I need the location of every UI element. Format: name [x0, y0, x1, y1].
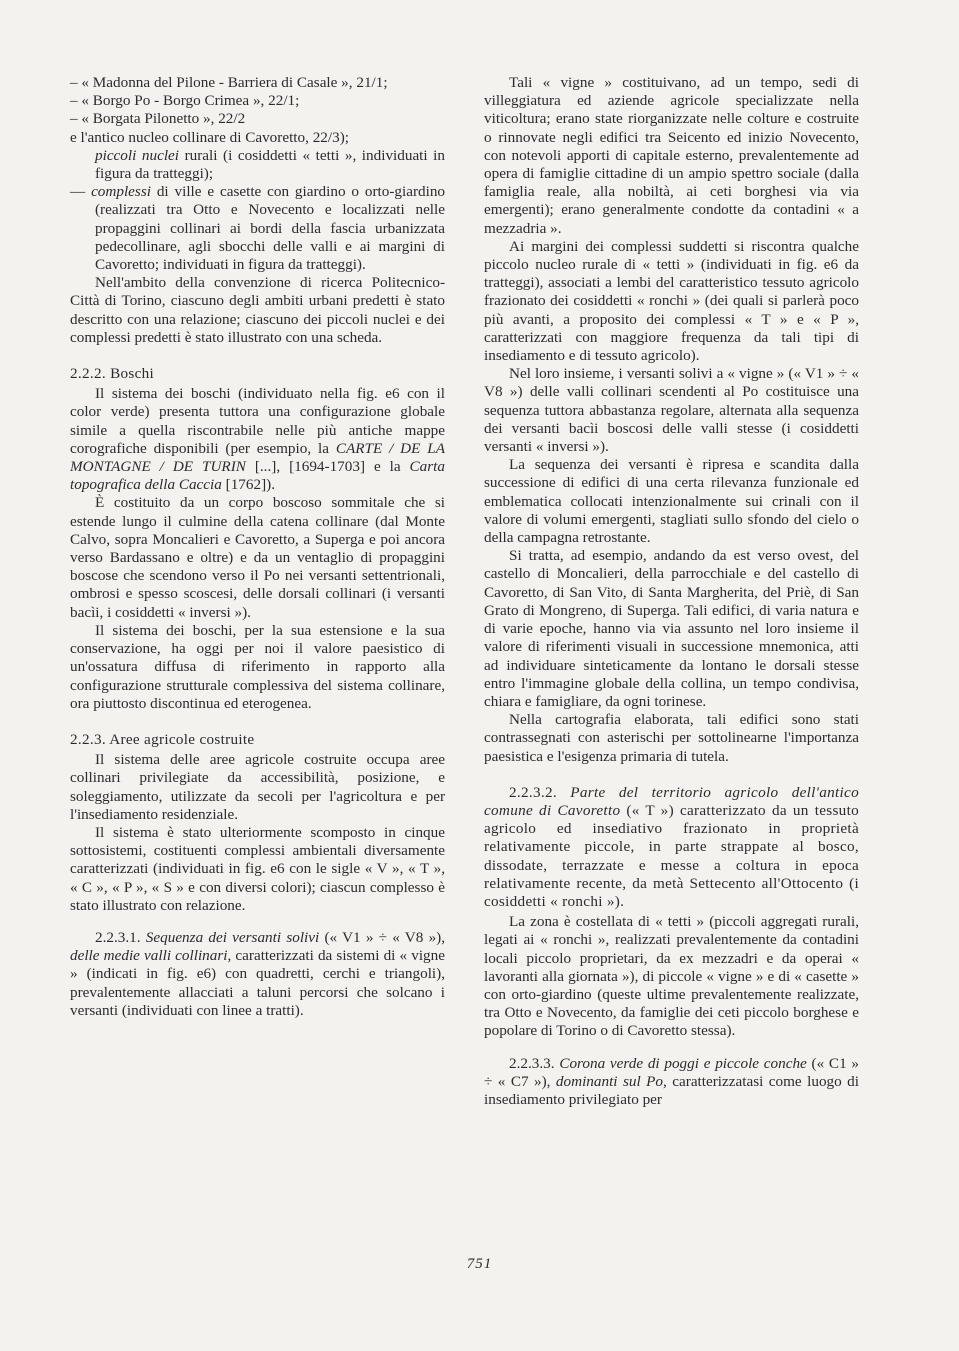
italic-term: complessi: [91, 183, 151, 201]
paragraph: Il sistema è stato ulteriormente scomposto in cinque sottosistemi, costituenti complessi ambientali diversamente caratterizzati (individuati in fig. e6 con le sigle « V », « T », « C », « P », « S » e con diversi colori); ciascun complesso è stato illustrato con relazione.: [70, 823, 445, 914]
section-heading-boschi: 2.2.2. Boschi: [70, 365, 155, 383]
italic-title: Carta topografica della Caccia: [70, 458, 445, 494]
italic-title: CARTE / DE LA MONTAGNE / DE TURIN: [70, 439, 445, 476]
subsection-number: 2.2.3.2.: [509, 783, 571, 801]
text-span: (« V1 » ÷ « V8 »),: [319, 928, 446, 946]
subsection-2233: [484, 1055, 859, 1110]
italic-title: Corona verde di poggi e piccole conche: [559, 1054, 807, 1072]
paragraph: Nel loro insieme, i versanti solivi a « vigne » (« V1 » ÷ « V8 ») delle valli collinari scendenti al Po costituisce una sequenza tuttora abbastanza regolare, alternata alla sequenza dei versanti bacìi boscosi delle valli stesse (i cosiddetti versanti « inversi »).: [484, 365, 859, 456]
list-item: – « Borgata Pilonetto », 22/2: [70, 110, 246, 128]
paragraph: Il sistema delle aree agricole costruite occupa aree collinari privilegiate da accessibilità, posizione, e soleggiamento, utilizzate da secoli per l'agricoltura e per l'insediamento residenziale.: [70, 751, 445, 823]
section-heading-aree-agricole: 2.2.3. Aree agricole costruite: [70, 730, 255, 748]
text-span: (« T ») caratterizzato da un tessuto agricolo ed insediativo frazionato in proprietà relativamente piccole, in parte strappate al bosco, dissodate, terrazzate e messe a coltura in epoca relativamente recente, da metà Settecento all'Ottocento (i cosiddetti « ronchi »).: [484, 801, 859, 910]
paragraph-piccoli-nuclei: [70, 147, 445, 183]
paragraph: È costituito da un corpo boscoso sommitale che si estende lungo il culmine della catena collinare (dal Monte Calvo, sopra Moncalieri e Cavoretto, a Superga e poi ancora verso Bardassano e oltre) e da un ventaglio di propaggini boscose che scendono verso il Po nei versanti settentrionali, ombrosi e spesso scoscesi, delle dorsali collinari (i versanti bacìi, i cosiddetti « inversi »).: [70, 494, 445, 621]
subsection-2231: [70, 929, 445, 1020]
paragraph: Tali « vigne » costituivano, ad un tempo, sedi di villeggiatura ed aziende agricole specializzate nella viticoltura; erano state riorganizzate nelle colture e costruite o rinnovate negli edifici tra Seicento ed inizio Novecento, con notevoli apporti di capitale esterno, prevalentemente ad opera di famiglie cittadine di un ampio spettro sociale (dalla famiglia reale, alla nobiltà, ai ceti borghesi via via emergenti); erano generalmente condotte da contadini « a mezzadria ».: [484, 74, 859, 237]
paragraph: Nell'ambito della convenzione di ricerca Politecnico-Città di Torino, ciascuno degli ambiti urbani predetti è stato descritto con una relazione; ciascuno dei piccoli nuclei e dei complessi predetti è stato illustrato con una scheda.: [70, 274, 445, 346]
subsection-number: 2.2.3.1.: [95, 928, 146, 946]
paragraph: [70, 385, 445, 494]
text-span: rurali (i cosiddetti « tetti », individuati in figura da tratteggi);: [95, 146, 445, 183]
paragraph: La sequenza dei versanti è ripresa e scandita dalla successione di edifici di una certa rilevanza funzionale ed emblematica collocati intenzionalmente sui crinali con il valore di volumi emergenti, stagliati sullo sfondo del cielo o della campagna retrostante.: [484, 456, 859, 547]
text-span: (« C1 » ÷ « C7 »),: [484, 1054, 859, 1090]
paragraph: Si tratta, ad esempio, andando da est verso ovest, del castello di Moncalieri, della parrocchiale e del castello di Cavoretto, di San Vito, di Santa Margherita, del Priè, di San Grato di Mongreno, di Superga. Tali edifici, di varia natura e di varie epoche, hanno via via assunto nel loro insieme il valore di riferimenti visuali in successione mnemonica, atti ad individuare sinteticamente da lontano le dorsali stesse entro l'immagine globale della collina, un tempo condivisa, chiara e famigliare, da ogni torinese.: [484, 547, 859, 710]
italic-title: delle medie valli collinari: [70, 947, 228, 965]
italic-title: dominanti sul Po: [555, 1072, 664, 1090]
paragraph: Il sistema dei boschi, per la sua estensione e la sua conservazione, ha oggi per noi il valore paesistico di un'ossatura diffusa di riferimento in rapporto alla configurazione strutturale complessiva del sistema collinare, ora piuttosto discontinua ed eterogenea.: [70, 621, 445, 712]
subsection-number: 2.2.3.3.: [509, 1054, 560, 1072]
text-span: [1762]).: [221, 476, 276, 494]
paragraph: Ai margini dei complessi suddetti si riscontra qualche piccolo nucleo rurale di « tetti » (individuati in fig. e6 da tratteggi), associati a lembi del caratteristico tessuto agricolo frazionato dei cosiddetti « ronchi » (dei quali si parlerà poco più avanti, a proposito dei complessi « T » e « P », caratterizzati con maggiore frequenza da tali tipi di insediamento e di tessuto agricolo).: [484, 237, 859, 365]
text-span: di ville e casette con giardino o orto-giardino (realizzati tra Otto e Novecento e localizzati nelle propaggini collinari ai bordi della fascia urbanizzata pedecollinare, agli sbocchi delle valli e ai margini di Cavoretto; individuati in figura da tratteggi).: [95, 183, 446, 274]
list-item: – « Madonna del Pilone - Barriera di Casale », 21/1;: [70, 74, 388, 91]
left-column: [70, 74, 445, 1020]
list-item-continuation: e l'antico nucleo collinare di Cavoretto, 22/3);: [70, 128, 349, 146]
paragraph: Nella cartografia elaborata, tali edifici sono stati contrassegnati con asterischi per sottolinearne l'importanza paesistica e l'esigenza primaria di tutela.: [484, 711, 859, 765]
page-number: 751: [466, 1256, 493, 1272]
text-span: Il sistema dei boschi (individuato nella fig. e6 con il color verde) presenta tuttora una configurazione globale simile a quella riscontrabile nelle più antiche mappe corografiche disponibili (per esempio, la: [70, 385, 445, 457]
italic-title: Parte del territorio agricolo dell'antico comune di Cavoretto: [484, 783, 859, 819]
paragraph-complessi: — complessi di ville e casette con giardino o orto-giardino (realizzati tra Otto e Novecento e localizzati nelle propaggini collinari ai bordi della fascia urbanizzata pedecollinare, agli sbocchi delle valli e ai margini di Cavoretto; individuati in figura da tratteggi).: [70, 183, 446, 274]
text-span: , caratterizzati da sistemi di « vigne » (indicati in fig. e6) con quadretti, cerchi e triangoli), prevalentemente allacciati a taluni percorsi che solcano i versanti (individuati con linee a tratti).: [70, 947, 445, 1019]
text-span: [...], [1694-1703] e la: [245, 458, 410, 476]
paragraph: La zona è costellata di « tetti » (piccoli aggregati rurali, legati ai « ronchi », realizzati prevalentemente da contadini locali piccolo proprietari, da ex mezzadri e da operai « lavoranti alla giornata »), di piccole « vigne » e di « casette » con orto-giardino (queste ultime prevalentemente realizzate, tra Otto e Novecento, da famiglie dei ceti piccolo borghese e popolare di Torino o di Cavoretto stessa).: [484, 913, 859, 1040]
subsection-2232: [484, 784, 859, 911]
italic-title: Sequenza dei versanti solivi: [145, 928, 320, 946]
right-column: [484, 74, 859, 1109]
text-span: , caratterizzatasi come luogo di insediamento privilegiato per: [484, 1072, 859, 1108]
list-item: – « Borgo Po - Borgo Crimea », 22/1;: [70, 92, 300, 110]
italic-term: piccoli nuclei: [95, 146, 180, 164]
